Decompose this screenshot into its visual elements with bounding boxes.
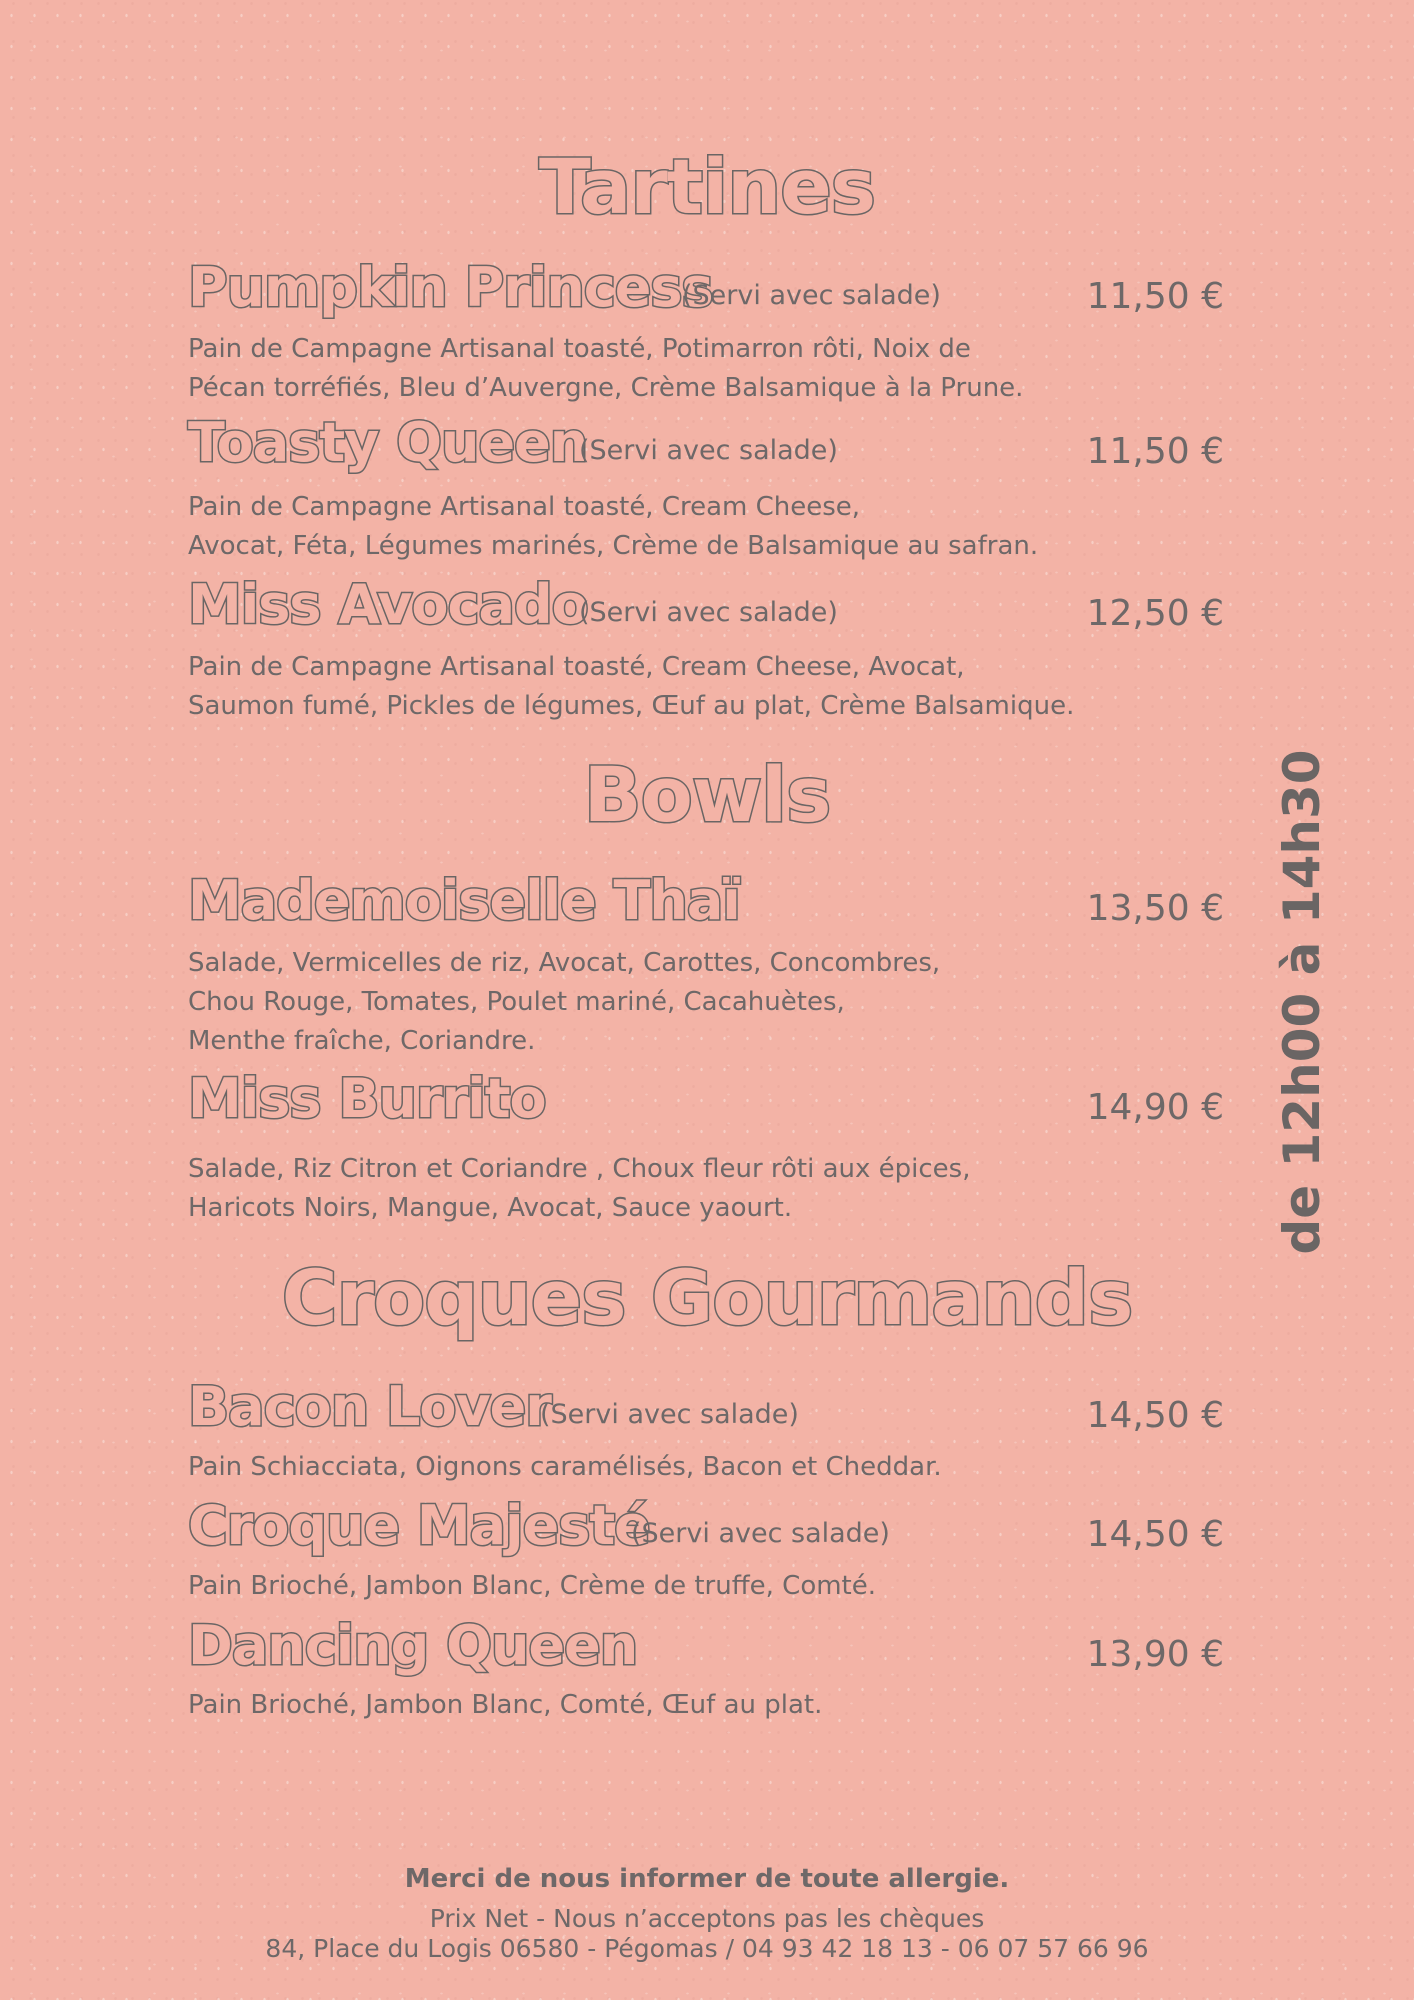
item-price: 12,50 € <box>1086 593 1224 634</box>
item-price: 11,50 € <box>1086 276 1224 317</box>
description-line: Pain de Campagne Artisanal toasté, Potimarron rôti, Noix de <box>188 334 971 364</box>
item-description <box>188 1150 971 1228</box>
item-price: 14,50 € <box>1086 1395 1224 1436</box>
payment-notice: Prix Net - Nous n’acceptons pas les chèques <box>429 1904 985 1933</box>
item-price: 11,50 € <box>1086 431 1224 472</box>
item-description <box>188 944 940 1061</box>
description-line: Pain Brioché, Jambon Blanc, Comté, Œuf au plat. <box>188 1690 823 1720</box>
item-note: (Servi avec salade) <box>682 280 941 311</box>
item-name-croque-majeste: Croque Majesté <box>188 1494 650 1557</box>
item-price: 14,90 € <box>1086 1087 1224 1128</box>
description-line: Haricots Noirs, Mangue, Avocat, Sauce yaourt. <box>188 1193 793 1223</box>
item-note: (Servi avec salade) <box>579 597 838 628</box>
item-name-pumpkin-princess: Pumpkin Princess <box>188 256 713 319</box>
item-note: (Servi avec salade) <box>540 1399 799 1430</box>
item-name-dancing-queen: Dancing Queen <box>188 1614 638 1677</box>
section-title-tartines: Tartines <box>538 142 876 231</box>
item-description <box>188 1448 942 1487</box>
section-title-croques-gourmands: Croques Gourmands <box>281 1253 1133 1342</box>
item-name-toasty-queen: Toasty Queen <box>188 411 588 474</box>
item-description <box>188 1567 876 1606</box>
item-price: 13,50 € <box>1086 888 1224 929</box>
description-line: Chou Rouge, Tomates, Poulet mariné, Cacahuètes, <box>188 987 845 1017</box>
service-hours: de 12h00 à 14h30 <box>1273 749 1331 1255</box>
description-line: Pain Schiacciata, Oignons caramélisés, Bacon et Cheddar. <box>188 1452 942 1482</box>
allergy-notice: Merci de nous informer de toute allergie. <box>404 1864 1010 1894</box>
item-price: 14,50 € <box>1086 1514 1224 1555</box>
section-title-bowls: Bowls <box>583 750 831 839</box>
item-name-miss-avocado: Miss Avocado <box>188 573 588 636</box>
item-note: (Servi avec salade) <box>579 435 838 466</box>
item-description <box>188 648 1074 726</box>
item-description <box>188 488 1038 566</box>
item-description <box>188 330 1023 408</box>
description-line: Menthe fraîche, Coriandre. <box>188 1026 536 1056</box>
address-contact: 84, Place du Logis 06580 - Pégomas / 04 93 42 18 13 - 06 07 57 66 96 <box>265 1934 1149 1963</box>
description-line: Pain Brioché, Jambon Blanc, Crème de truffe, Comté. <box>188 1571 877 1601</box>
item-price: 13,90 € <box>1086 1634 1224 1675</box>
description-line: Pain de Campagne Artisanal toasté, Cream Cheese, Avocat, <box>188 652 965 682</box>
item-description <box>188 1686 822 1725</box>
description-line: Avocat, Féta, Légumes marinés, Crème de Balsamique au safran. <box>188 531 1039 561</box>
description-line: Pécan torréfiés, Bleu d’Auvergne, Crème Balsamique à la Prune. <box>188 373 1024 403</box>
item-name-bacon-lover: Bacon Lover <box>188 1375 551 1438</box>
item-name-mademoiselle-thai: Mademoiselle Thaï <box>188 869 740 932</box>
item-name-miss-burrito: Miss Burrito <box>188 1067 546 1130</box>
description-line: Pain de Campagne Artisanal toasté, Cream Cheese, <box>188 492 861 522</box>
description-line: Salade, Riz Citron et Coriandre , Choux fleur rôti aux épices, <box>188 1154 971 1184</box>
item-note: (Servi avec salade) <box>631 1518 890 1549</box>
description-line: Saumon fumé, Pickles de légumes, Œuf au plat, Crème Balsamique. <box>188 691 1075 721</box>
description-line: Salade, Vermicelles de riz, Avocat, Carottes, Concombres, <box>188 948 941 978</box>
